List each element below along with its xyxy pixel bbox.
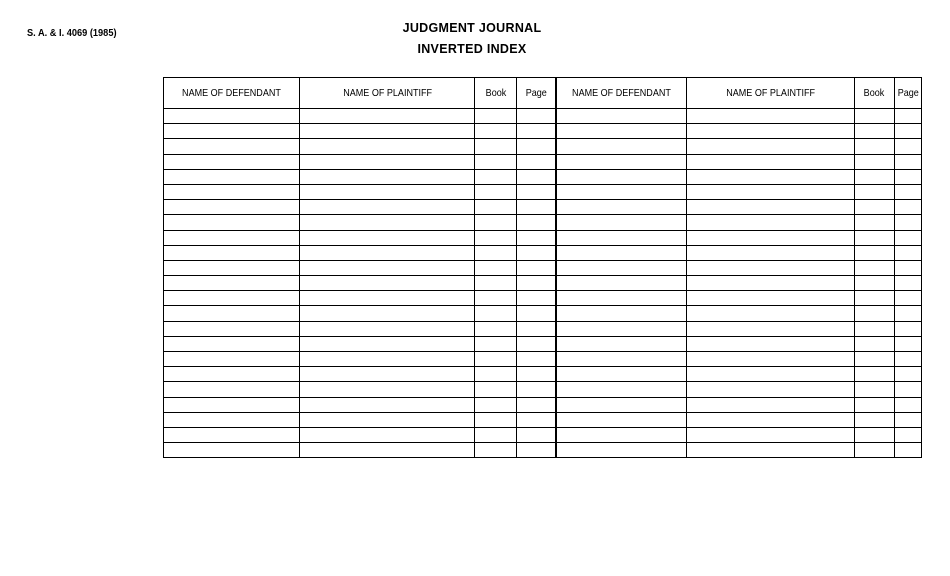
cell-defendant-left[interactable] — [164, 336, 300, 351]
table-row — [164, 139, 922, 154]
cell-book-left[interactable] — [475, 276, 517, 291]
cell-plaintiff-left[interactable] — [300, 321, 475, 336]
table-body — [164, 109, 922, 458]
cell-defendant-left[interactable] — [164, 245, 300, 260]
cell-book-left[interactable] — [475, 336, 517, 351]
table-row — [164, 184, 922, 199]
table-row — [164, 276, 922, 291]
table-row — [164, 245, 922, 260]
cell-page-left[interactable] — [517, 260, 556, 275]
cell-plaintiff-left[interactable] — [300, 245, 475, 260]
cell-book-left[interactable] — [475, 397, 517, 412]
cell-page-left[interactable] — [517, 230, 556, 245]
cell-page-left[interactable] — [517, 215, 556, 230]
table-row — [164, 336, 922, 351]
cell-defendant-left[interactable] — [164, 397, 300, 412]
cell-page-right[interactable] — [894, 184, 921, 199]
cell-book-left[interactable] — [475, 443, 517, 458]
cell-page-left[interactable] — [517, 427, 556, 442]
cell-book-left[interactable] — [475, 352, 517, 367]
cell-book-right[interactable] — [854, 109, 894, 124]
cell-plaintiff-right[interactable] — [686, 276, 854, 291]
cell-page-left[interactable] — [517, 336, 556, 351]
cell-page-left[interactable] — [517, 184, 556, 199]
cell-book-right[interactable] — [854, 260, 894, 275]
cell-page-left[interactable] — [517, 245, 556, 260]
cell-defendant-right[interactable] — [556, 215, 686, 230]
cell-book-right[interactable] — [854, 169, 894, 184]
cell-defendant-right[interactable] — [556, 443, 686, 458]
cell-plaintiff-right[interactable] — [686, 260, 854, 275]
cell-defendant-left[interactable] — [164, 200, 300, 215]
cell-defendant-left[interactable] — [164, 321, 300, 336]
cell-page-left[interactable] — [517, 276, 556, 291]
cell-plaintiff-left[interactable] — [300, 336, 475, 351]
table-row — [164, 291, 922, 306]
form-subtitle: INVERTED INDEX — [417, 42, 527, 56]
cell-plaintiff-right[interactable] — [686, 154, 854, 169]
cell-plaintiff-left[interactable] — [300, 306, 475, 321]
cell-plaintiff-left[interactable] — [300, 124, 475, 139]
cell-defendant-right[interactable] — [556, 260, 686, 275]
cell-plaintiff-left[interactable] — [300, 184, 475, 199]
cell-plaintiff-left[interactable] — [300, 367, 475, 382]
cell-defendant-right[interactable] — [556, 412, 686, 427]
table-row — [164, 382, 922, 397]
cell-plaintiff-left[interactable] — [300, 427, 475, 442]
index-table — [163, 77, 922, 458]
cell-book-left[interactable] — [475, 306, 517, 321]
cell-defendant-left[interactable] — [164, 154, 300, 169]
cell-page-left[interactable] — [517, 306, 556, 321]
cell-plaintiff-left[interactable] — [300, 230, 475, 245]
cell-plaintiff-right[interactable] — [686, 124, 854, 139]
cell-book-left[interactable] — [475, 154, 517, 169]
cell-plaintiff-left[interactable] — [300, 352, 475, 367]
cell-book-right[interactable] — [854, 321, 894, 336]
table-row — [164, 427, 922, 442]
cell-page-right[interactable] — [894, 169, 921, 184]
cell-book-left[interactable] — [475, 321, 517, 336]
cell-defendant-left[interactable] — [164, 230, 300, 245]
cell-plaintiff-right[interactable] — [686, 412, 854, 427]
column-header-plaintiff-left: NAME OF PLAINTIFF — [300, 78, 475, 109]
cell-defendant-right[interactable] — [556, 139, 686, 154]
cell-page-right[interactable] — [894, 382, 921, 397]
cell-page-right[interactable] — [894, 245, 921, 260]
cell-defendant-right[interactable] — [556, 124, 686, 139]
table-row — [164, 397, 922, 412]
cell-page-right[interactable] — [894, 109, 921, 124]
cell-book-left[interactable] — [475, 109, 517, 124]
cell-defendant-right[interactable] — [556, 276, 686, 291]
table-row — [164, 367, 922, 382]
cell-plaintiff-left[interactable] — [300, 397, 475, 412]
cell-book-left[interactable] — [475, 124, 517, 139]
cell-page-right[interactable] — [894, 139, 921, 154]
cell-page-right[interactable] — [894, 291, 921, 306]
cell-book-right[interactable] — [854, 184, 894, 199]
cell-defendant-left[interactable] — [164, 260, 300, 275]
cell-book-left[interactable] — [475, 291, 517, 306]
cell-plaintiff-right[interactable] — [686, 382, 854, 397]
cell-defendant-right[interactable] — [556, 427, 686, 442]
cell-plaintiff-left[interactable] — [300, 139, 475, 154]
column-header-defendant-right: NAME OF DEFENDANT — [556, 78, 686, 109]
table-row — [164, 260, 922, 275]
cell-book-right[interactable] — [854, 443, 894, 458]
cell-page-left[interactable] — [517, 382, 556, 397]
column-header-book-left: Book — [475, 78, 517, 109]
cell-page-right[interactable] — [894, 397, 921, 412]
cell-plaintiff-left[interactable] — [300, 276, 475, 291]
cell-page-right[interactable] — [894, 200, 921, 215]
cell-page-right[interactable] — [894, 321, 921, 336]
cell-plaintiff-right[interactable] — [686, 367, 854, 382]
cell-defendant-right[interactable] — [556, 245, 686, 260]
cell-plaintiff-left[interactable] — [300, 154, 475, 169]
table-row — [164, 124, 922, 139]
cell-book-right[interactable] — [854, 230, 894, 245]
cell-plaintiff-right[interactable] — [686, 169, 854, 184]
cell-defendant-right[interactable] — [556, 352, 686, 367]
cell-defendant-left[interactable] — [164, 291, 300, 306]
cell-plaintiff-right[interactable] — [686, 245, 854, 260]
cell-book-right[interactable] — [854, 276, 894, 291]
cell-plaintiff-right[interactable] — [686, 230, 854, 245]
table-row — [164, 154, 922, 169]
cell-defendant-left[interactable] — [164, 276, 300, 291]
cell-defendant-left[interactable] — [164, 367, 300, 382]
cell-page-left[interactable] — [517, 124, 556, 139]
cell-book-right[interactable] — [854, 245, 894, 260]
cell-page-left[interactable] — [517, 367, 556, 382]
cell-page-right[interactable] — [894, 336, 921, 351]
cell-book-right[interactable] — [854, 124, 894, 139]
cell-page-right[interactable] — [894, 215, 921, 230]
cell-page-left[interactable] — [517, 154, 556, 169]
table-row — [164, 443, 922, 458]
cell-defendant-left[interactable] — [164, 215, 300, 230]
cell-page-right[interactable] — [894, 276, 921, 291]
cell-plaintiff-left[interactable] — [300, 109, 475, 124]
cell-page-left[interactable] — [517, 443, 556, 458]
cell-defendant-right[interactable] — [556, 291, 686, 306]
cell-book-left[interactable] — [475, 184, 517, 199]
cell-page-left[interactable] — [517, 169, 556, 184]
cell-plaintiff-right[interactable] — [686, 321, 854, 336]
cell-book-right[interactable] — [854, 397, 894, 412]
cell-page-left[interactable] — [517, 397, 556, 412]
table-row — [164, 321, 922, 336]
cell-page-right[interactable] — [894, 260, 921, 275]
cell-plaintiff-right[interactable] — [686, 291, 854, 306]
cell-defendant-right[interactable] — [556, 154, 686, 169]
header-row — [164, 78, 922, 109]
cell-defendant-left[interactable] — [164, 412, 300, 427]
cell-book-right[interactable] — [854, 367, 894, 382]
cell-book-right[interactable] — [854, 352, 894, 367]
table-row — [164, 169, 922, 184]
cell-plaintiff-right[interactable] — [686, 184, 854, 199]
cell-book-left[interactable] — [475, 245, 517, 260]
column-header-page-left: Page — [517, 78, 556, 109]
cell-defendant-right[interactable] — [556, 397, 686, 412]
cell-defendant-left[interactable] — [164, 443, 300, 458]
cell-book-left[interactable] — [475, 230, 517, 245]
table-row — [164, 200, 922, 215]
cell-book-left[interactable] — [475, 367, 517, 382]
cell-page-left[interactable] — [517, 321, 556, 336]
cell-defendant-right[interactable] — [556, 306, 686, 321]
cell-book-left[interactable] — [475, 382, 517, 397]
cell-page-right[interactable] — [894, 124, 921, 139]
cell-defendant-left[interactable] — [164, 139, 300, 154]
cell-page-right[interactable] — [894, 367, 921, 382]
cell-plaintiff-right[interactable] — [686, 215, 854, 230]
cell-page-left[interactable] — [517, 412, 556, 427]
cell-page-left[interactable] — [517, 139, 556, 154]
cell-defendant-right[interactable] — [556, 109, 686, 124]
cell-plaintiff-right[interactable] — [686, 427, 854, 442]
column-header-book-right: Book — [854, 78, 894, 109]
cell-book-right[interactable] — [854, 427, 894, 442]
cell-defendant-left[interactable] — [164, 169, 300, 184]
cell-book-right[interactable] — [854, 306, 894, 321]
cell-page-right[interactable] — [894, 230, 921, 245]
column-header-page-right: Page — [894, 78, 921, 109]
cell-plaintiff-left[interactable] — [300, 215, 475, 230]
cell-plaintiff-right[interactable] — [686, 139, 854, 154]
cell-plaintiff-left[interactable] — [300, 443, 475, 458]
cell-defendant-right[interactable] — [556, 336, 686, 351]
cell-book-right[interactable] — [854, 215, 894, 230]
cell-book-left[interactable] — [475, 169, 517, 184]
table-row — [164, 352, 922, 367]
cell-defendant-right[interactable] — [556, 382, 686, 397]
form-title: JUDGMENT JOURNAL — [402, 21, 542, 35]
cell-book-right[interactable] — [854, 336, 894, 351]
cell-page-left[interactable] — [517, 109, 556, 124]
cell-defendant-right[interactable] — [556, 200, 686, 215]
cell-defendant-left[interactable] — [164, 109, 300, 124]
cell-book-right[interactable] — [854, 412, 894, 427]
cell-plaintiff-left[interactable] — [300, 200, 475, 215]
cell-defendant-right[interactable] — [556, 321, 686, 336]
table-row — [164, 230, 922, 245]
cell-page-right[interactable] — [894, 427, 921, 442]
form-number: S. A. & I. 4069 (1985) — [27, 27, 117, 39]
cell-defendant-left[interactable] — [164, 124, 300, 139]
cell-book-right[interactable] — [854, 200, 894, 215]
cell-plaintiff-left[interactable] — [300, 291, 475, 306]
cell-book-left[interactable] — [475, 200, 517, 215]
cell-book-left[interactable] — [475, 412, 517, 427]
cell-plaintiff-right[interactable] — [686, 352, 854, 367]
cell-page-right[interactable] — [894, 154, 921, 169]
cell-defendant-left[interactable] — [164, 184, 300, 199]
cell-page-left[interactable] — [517, 291, 556, 306]
cell-defendant-left[interactable] — [164, 352, 300, 367]
cell-book-right[interactable] — [854, 139, 894, 154]
cell-plaintiff-left[interactable] — [300, 382, 475, 397]
cell-defendant-right[interactable] — [556, 367, 686, 382]
cell-plaintiff-left[interactable] — [300, 412, 475, 427]
column-header-defendant-left: NAME OF DEFENDANT — [164, 78, 300, 109]
cell-page-left[interactable] — [517, 200, 556, 215]
cell-defendant-right[interactable] — [556, 230, 686, 245]
cell-book-right[interactable] — [854, 382, 894, 397]
cell-book-left[interactable] — [475, 215, 517, 230]
cell-page-right[interactable] — [894, 412, 921, 427]
table-row — [164, 109, 922, 124]
cell-defendant-left[interactable] — [164, 306, 300, 321]
cell-plaintiff-right[interactable] — [686, 306, 854, 321]
cell-plaintiff-right[interactable] — [686, 200, 854, 215]
cell-defendant-right[interactable] — [556, 184, 686, 199]
cell-page-right[interactable] — [894, 306, 921, 321]
cell-plaintiff-left[interactable] — [300, 260, 475, 275]
cell-plaintiff-right[interactable] — [686, 336, 854, 351]
cell-plaintiff-right[interactable] — [686, 109, 854, 124]
cell-book-right[interactable] — [854, 154, 894, 169]
cell-defendant-left[interactable] — [164, 382, 300, 397]
cell-book-left[interactable] — [475, 427, 517, 442]
cell-page-right[interactable] — [894, 443, 921, 458]
cell-page-left[interactable] — [517, 352, 556, 367]
cell-book-left[interactable] — [475, 139, 517, 154]
cell-book-right[interactable] — [854, 291, 894, 306]
cell-defendant-left[interactable] — [164, 427, 300, 442]
cell-plaintiff-right[interactable] — [686, 397, 854, 412]
table-row — [164, 215, 922, 230]
cell-page-right[interactable] — [894, 352, 921, 367]
cell-book-left[interactable] — [475, 260, 517, 275]
cell-defendant-right[interactable] — [556, 169, 686, 184]
table-row — [164, 412, 922, 427]
table-row — [164, 306, 922, 321]
cell-plaintiff-right[interactable] — [686, 443, 854, 458]
column-header-plaintiff-right: NAME OF PLAINTIFF — [686, 78, 854, 109]
cell-plaintiff-left[interactable] — [300, 169, 475, 184]
